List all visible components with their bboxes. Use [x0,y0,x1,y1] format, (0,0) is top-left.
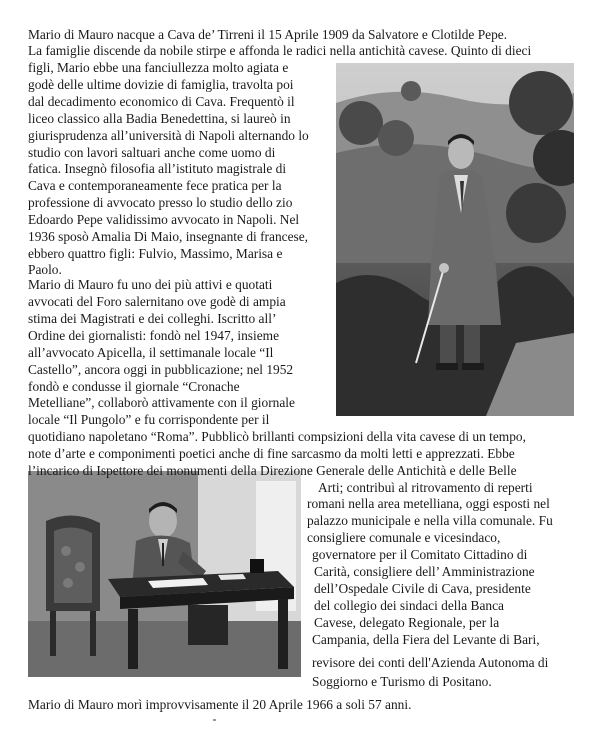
text-line-10: Cava e contemporaneamente fece pratica per la [28,178,282,193]
text-line-17: avvocati del Foro salernitano ove godè di ampia [28,294,286,309]
text-line-16: Mario di Mauro fu uno dei più attivi e quotati [28,277,273,292]
text-line-28: Arti; contribuì al ritrovamento di reperti [318,480,533,495]
text-line-35: del collegio dei sindaci della Banca [314,598,504,613]
text-line-23: Metelliane”, collaborò attivamente con il giornale [28,395,295,410]
text-line-5: dal decadimento economico di Cava. Frequentò il [28,94,295,109]
text-line-32: governatore per il Comitato Cittadino di [312,547,528,562]
text-line-40: Mario di Mauro morì improvvisamente il 20 Aprile 1966 a soli 57 anni. [28,697,412,712]
text-line-3: figli, Mario ebbe una fanciullezza molto agiata e [28,60,289,75]
text-line-7: giurisprudenza all’università di Napoli alternando lo [28,128,309,143]
text-line-6: liceo classico alla Badia Benedettina, si laureò in [28,111,291,126]
text-line-27: l’incarico di Ispettore dei monumenti della Direzione Generale delle Antichità e delle Belle [28,463,517,478]
text-line-39: Soggiorno e Turismo di Positano. [312,674,492,689]
text-line-9: fatica. Insegnò filosofia all’istituto magistrale di [28,161,287,176]
text-line-4: godè delle ultime dovizie di famiglia, travolta poi [28,77,294,92]
text-line-38: revisore dei conti dell'Azienda Autonoma di [312,655,549,670]
text-line-19: Ordine dei giornalisti: fondò nel 1947, insieme [28,328,280,343]
text-line-24: locale “Il Pungolo” e fu corrispondente per il [28,412,270,427]
text-line-2: La famiglie discende da nobile stirpe e affonda le radici nella antichità cavese. Quinto di dieci [28,43,532,58]
text-line-18: stima dei Magistrati e dei colleghi. Iscritto all’ [28,311,277,326]
text-line-1: Mario di Mauro nacque a Cava de’ Tirreni il 15 Aprile 1909 da Salvatore e Clotilde Pepe. [28,27,508,42]
text-line-30: palazzo municipale e nella villa comunale. Fu [307,513,553,528]
photo-man-at-desk [28,471,301,677]
text-line-12: Edoardo Pepe validissimo avvocato in Napoli. Nel [28,212,300,227]
text-line-21: Castello”, ancora oggi in pubblicazione; nel 1952 [28,362,294,377]
text-line-34: dell’Ospedale Civile di Cava, presidente [314,581,531,596]
text-line-13: 1936 sposò Amalia Di Maio, insegnante di francese, [28,229,309,244]
text-line-22: fondò e condusse il giornale “Cronache [28,379,240,394]
text-line-14: ebbero quattro figli: Fulvio, Massimo, Marisa e [28,246,283,261]
text-line-15: Paolo. [28,262,62,277]
text-line-11: professione di avvocato presso lo studio dello zio [28,195,293,210]
text-line-31: consigliere comunale e vicesindaco, [307,530,501,545]
text-line-25: quotidiano napoletano “Roma”. Pubblicò brillanti compsizioni della vita cavese di un tempo, [28,429,526,444]
text-line-20: all’avvocato Apicella, il settimanale locale “Il [28,345,274,360]
photo-standing-man [336,63,574,416]
text-line-8: studio con lavori saltuari anche come uomo di [28,145,276,160]
text-line-36: Cavese, delegato Regionale, per la [314,615,500,630]
text-line-33: Carità, consigliere dell’ Amministrazione [314,564,535,579]
text-line-26: note d’arte e componimenti poetici anche di fine sarcasmo da molti letti e apprezzati. Ebbe [28,446,515,461]
text-line-29: romani nella area metelliana, oggi esposti nel [307,496,550,511]
stray-mark [213,719,216,721]
text-line-37: Campania, della Fiera del Levante di Bari, [312,632,540,647]
